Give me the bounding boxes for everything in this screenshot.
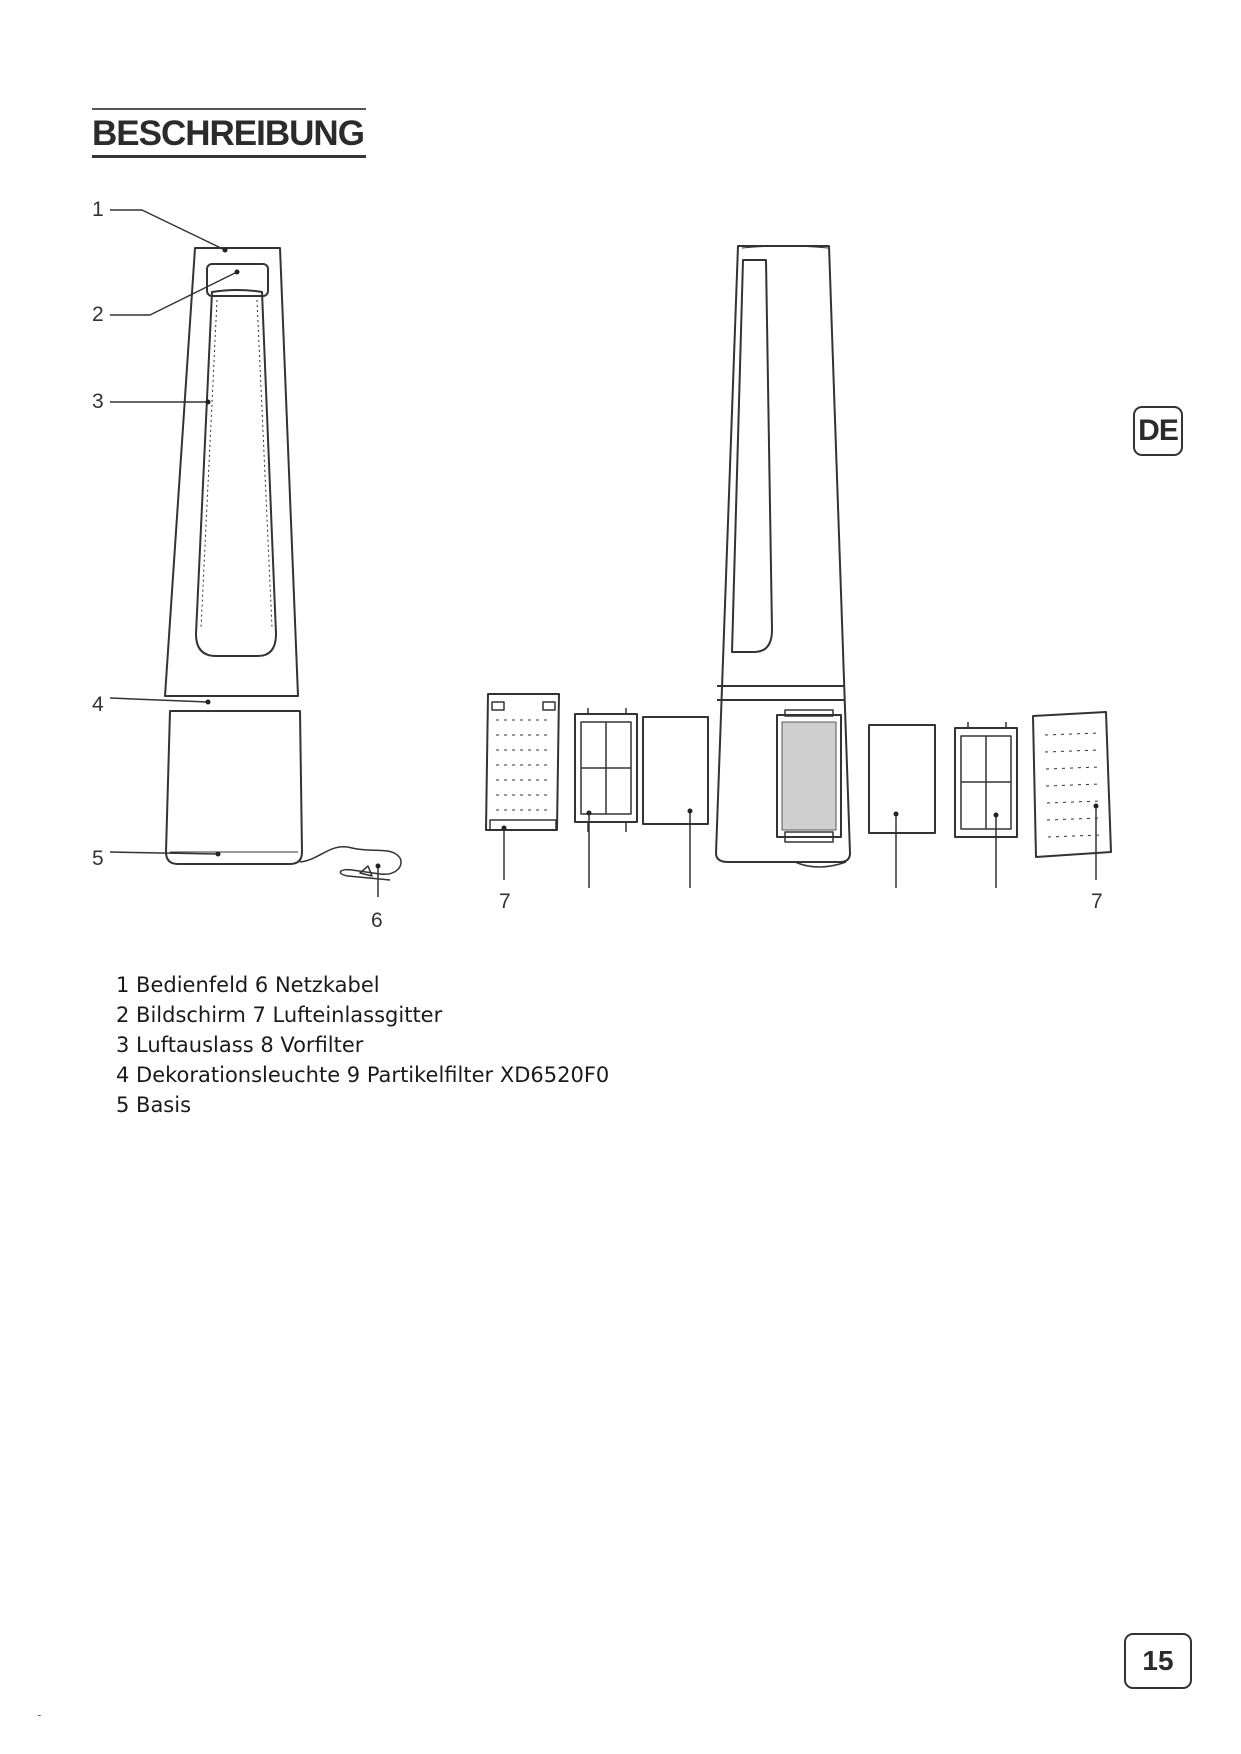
pre-filter-right [869,725,935,833]
callout-4: 4 [92,693,104,716]
callout-2: 2 [92,303,104,326]
legend-row: 3 Luftauslass 8 Vorfilter [116,1033,364,1057]
leader-lines-right-filters [896,806,1096,888]
tower-body-outline [165,248,298,696]
callout-7-right: 7 [1091,890,1103,913]
section-title: BESCHREIBUNG [92,114,364,153]
air-inlet-grille-right [1033,712,1111,857]
filters-left [486,694,708,888]
legend-row: 5 Basis [116,1093,192,1117]
particle-filter-right [955,722,1017,837]
callout-5: 5 [92,847,104,870]
air-outlet-inner [201,300,272,628]
leader-1 [110,210,225,250]
callout-6: 6 [371,909,383,932]
pre-filter-left [643,717,708,824]
rear-filter-mesh [782,722,836,830]
air-inlet-grille-left [486,694,559,830]
callout-7-left: 7 [499,890,511,913]
legend-row: 4 Dekorationsleuchte 9 Partikelfilter XD6520F0 [116,1063,610,1087]
footer-mark: - [37,1708,42,1722]
tower-front-view [110,210,401,897]
filters-right [869,712,1111,888]
leader-4 [110,698,208,702]
grille-holes [496,720,548,810]
language-badge: DE [1133,406,1183,456]
anchor-dots-right-filters [894,804,1099,818]
legend-row: 2 Bildschirm 7 Lufteinlassgitter [116,1003,443,1027]
tower-base [166,711,302,864]
parts-legend [116,970,609,1120]
air-outlet-slot [196,290,276,656]
tower-rear-view [716,246,850,867]
plug [360,866,372,876]
callout-3: 3 [92,390,104,413]
page-number: 15 [1124,1633,1192,1689]
power-cord [300,847,401,880]
callout-1: 1 [92,198,104,221]
leader-lines-front [110,210,378,897]
legend-row: 1 Bedienfeld 6 Netzkabel [116,973,380,997]
rear-handle-slot [732,260,772,652]
particle-filter-left [575,708,637,832]
leader-2 [110,272,237,315]
